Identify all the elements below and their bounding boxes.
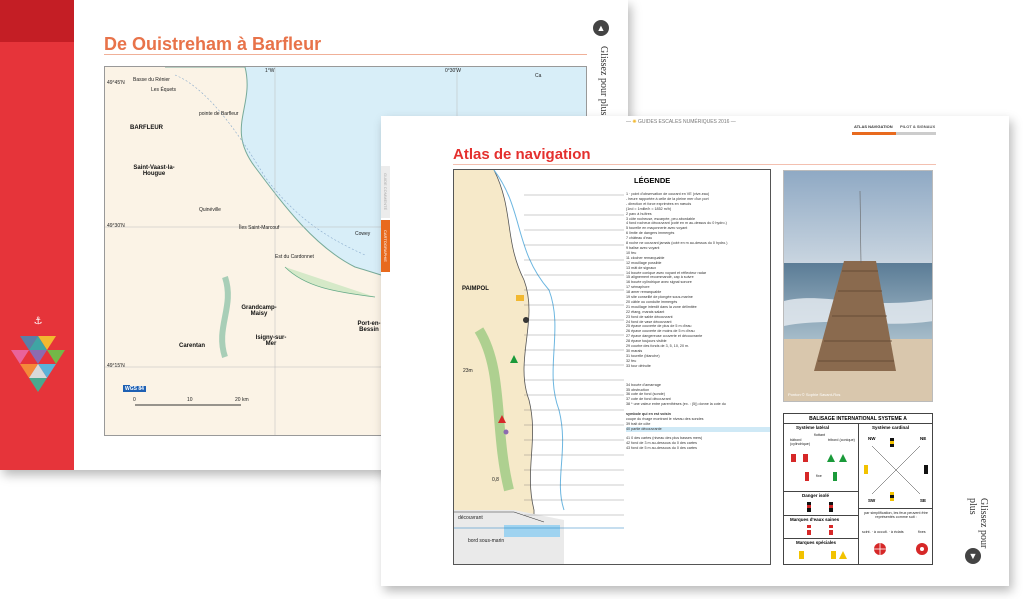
parallel-label: 49°15'N bbox=[107, 363, 125, 369]
lights-types: scint. · à occult. · à éclats bbox=[862, 530, 904, 534]
page-title: Atlas de navigation bbox=[453, 146, 591, 163]
legend-item: 33 tour détruite bbox=[626, 363, 651, 368]
legend-panel bbox=[453, 169, 771, 565]
legend-title: LÉGENDE bbox=[634, 176, 671, 185]
map-label-paimpol: PAIMPOL bbox=[462, 286, 489, 292]
place-label: Quinéville bbox=[199, 207, 221, 213]
safe-water-buoys bbox=[785, 523, 857, 537]
legend-item: 9 balise avec voyant bbox=[626, 245, 660, 250]
meridian-label: 1°W bbox=[265, 68, 275, 74]
legend-item: 6 limite de dangers immergés bbox=[626, 231, 675, 236]
legend-item: 11 clocher remarquable bbox=[626, 255, 665, 260]
legend-item: 36 cote de fond (sonde) bbox=[626, 392, 665, 397]
legend-item: 3 côte rocheuse, escarpée, peu abordable bbox=[626, 216, 696, 221]
legend-list bbox=[626, 192, 771, 451]
babord-label: bâbord (cylindrique) bbox=[790, 438, 811, 446]
place-label: Îles Saint-Marcouf bbox=[239, 225, 280, 231]
speciales-heading: Marques spéciales bbox=[796, 540, 837, 545]
theme-icons-triangles bbox=[0, 310, 74, 420]
eaux-saines-heading: Marques d'eaux saines bbox=[790, 517, 840, 522]
place-label: Cowey bbox=[355, 231, 371, 237]
legend-item: 28 épave toujours visible bbox=[626, 339, 667, 344]
tab-atlas-navigation[interactable]: ATLAS NAVIGATION bbox=[854, 124, 893, 129]
danger-heading: Danger isolé bbox=[802, 493, 830, 498]
legend-item: 23 fond de sable découvrant bbox=[626, 314, 673, 319]
legend-item: 22 étang, marais salant bbox=[626, 309, 665, 314]
scale-tick: 0 bbox=[133, 397, 136, 403]
scale-tick: 20 km bbox=[235, 397, 249, 403]
legend-item: 27 épave dangereuse couverte et découvrante bbox=[626, 334, 703, 339]
legend-item: 41 0 des cartes (niveau des plus basses mers) bbox=[626, 435, 703, 440]
lateral-heading: Système latéral bbox=[796, 425, 830, 430]
legend-item: 21 mouillage interdit dans la zone délimitée bbox=[626, 304, 697, 309]
active-tab-underline bbox=[852, 132, 896, 135]
title-divider bbox=[104, 54, 587, 55]
place-label: Basse du Rénier bbox=[133, 77, 170, 83]
balisage-divider bbox=[784, 491, 858, 492]
scale-tick: 10 bbox=[187, 397, 193, 403]
lateral-buoys bbox=[785, 448, 857, 488]
legend-item: 10 feu bbox=[626, 250, 637, 255]
legend-item: 7 château d'eau bbox=[626, 236, 653, 241]
map-label-sounding: 0,8 bbox=[492, 477, 499, 483]
cardinal-sw: SW bbox=[868, 498, 876, 503]
parallel-label: 49°45'N bbox=[107, 80, 125, 86]
legend-item: 2 parc à huîtres bbox=[626, 211, 652, 216]
balisage-title: BALISAGE INTERNATIONAL SYSTEME A bbox=[809, 416, 907, 422]
legend-item: 13 mât de signaux bbox=[626, 265, 657, 270]
tab-guide-commente[interactable]: GUIDE COMMENTÉ bbox=[381, 166, 390, 218]
place-label: Ca bbox=[535, 73, 542, 79]
legend-item: 31 tourelle (blanche) bbox=[626, 353, 660, 358]
special-marks bbox=[785, 548, 857, 562]
sun-icon: ✺ bbox=[632, 119, 637, 125]
scroll-down-button[interactable]: ▼ bbox=[965, 548, 981, 564]
pontoon-photo bbox=[783, 170, 933, 402]
map-label-decouvrant: découvrant bbox=[458, 515, 483, 521]
red-sidebar bbox=[0, 0, 74, 470]
legend-item: 26 épave couverte de moins de 5 m d'eau bbox=[626, 329, 695, 334]
swipe-hint: Glissez pour plus bbox=[598, 46, 609, 116]
legend-item: 29 courbe des fonds de 3, 5, 10, 20 m. bbox=[626, 344, 690, 349]
tab-pilot-signaux[interactable]: PILOT & SIGNAUX bbox=[900, 124, 936, 129]
title-divider bbox=[453, 164, 936, 165]
legend-item: - direction et force exprimées en nœuds bbox=[626, 201, 692, 206]
legend-item: 25 épave couverte de plus de 5 m d'eau bbox=[626, 324, 692, 329]
map-label-depth: 23m bbox=[463, 368, 473, 374]
place-label: Les Équets bbox=[151, 87, 177, 93]
page-atlas-navigation bbox=[381, 116, 1009, 586]
legend-item: (1nd = 1mille/h = 1852 m/h) bbox=[626, 206, 672, 211]
tab-cartographie[interactable]: CARTOGRAPHIE bbox=[381, 220, 390, 272]
flottant-label: flottant bbox=[814, 433, 826, 437]
legend-item: 32 feu bbox=[626, 358, 637, 363]
legend-item: coupe du rivage montrant le niveau des sondes bbox=[626, 417, 704, 422]
page-title: De Ouistreham à Barfleur bbox=[104, 34, 322, 54]
place-label-barfleur: BARFLEUR bbox=[130, 125, 163, 131]
place-label-st-vaast: Saint-Vaast-la-Hougue bbox=[133, 165, 175, 177]
lights-note: par simplification, les feux peuvent être représentés comme suit : bbox=[864, 511, 928, 519]
side-tabs bbox=[381, 166, 390, 274]
legend-item: 16 bouée cylindrique avec signal sonore bbox=[626, 280, 692, 285]
danger-buoys bbox=[785, 500, 857, 514]
legend-item: 4 fond rocheux découvrant (coté en m au-dessus du 0 hydro.) bbox=[626, 221, 727, 226]
legend-item: 43 fond de 5 m au-dessous du 0 des cartes bbox=[626, 445, 697, 450]
swipe-hint: Glissez pour plus bbox=[967, 498, 989, 549]
legend-item: 18 amer remarquable bbox=[626, 290, 662, 295]
balisage-divider bbox=[784, 538, 858, 539]
legend-item: 17 sémaphore bbox=[626, 285, 650, 290]
legend-item: 24 fond de vase découvrant bbox=[626, 319, 672, 324]
light-symbols bbox=[860, 537, 932, 561]
pontoon-photo-drawing bbox=[784, 171, 933, 402]
guide-header-text: GUIDES ESCALES NUMÉRIQUES 2016 bbox=[637, 119, 730, 125]
cardinal-ne: NE bbox=[920, 436, 927, 441]
tribord-label: tribord (conique) bbox=[828, 438, 855, 442]
sidebar-top-block bbox=[0, 0, 74, 42]
place-label: pointe de Barfleur bbox=[199, 111, 239, 117]
legend-item: 37 cote de fond découvrant bbox=[626, 397, 671, 402]
place-label: Est du Cardonnet bbox=[275, 254, 314, 260]
legend-item: 14 bouée conique avec voyant et réflecteur radar bbox=[626, 270, 707, 275]
legend-item: 30 marais bbox=[626, 349, 643, 353]
balisage-divider bbox=[784, 515, 858, 516]
legend-item: 35 obstruction bbox=[626, 387, 650, 392]
place-label-grandcamp: Grandcamp-Maisy bbox=[241, 305, 277, 317]
cardinal-heading: Système cardinal bbox=[872, 425, 910, 430]
map-label-bord-sous-marin: bord sous-marin bbox=[468, 538, 505, 544]
place-label-carentan: Carentan bbox=[179, 343, 206, 349]
cardinal-nw: NW bbox=[868, 436, 876, 441]
photo-caption: Ponton © Sophie Savant-Ros bbox=[788, 392, 841, 397]
lights-fixes: fixes bbox=[918, 530, 926, 534]
legend-leader-lines bbox=[524, 170, 624, 565]
legend-item: 12 mouillage possible bbox=[626, 260, 662, 265]
legend-item: 5 tourelle en maçonnerie avec voyant bbox=[626, 226, 688, 231]
legend-item: 38 * une valeur entre parenthèses (ex. : (5)) donne la cote du bbox=[626, 402, 726, 407]
legend-item: 1 · point d'observation de courant en VE (vive-eau) bbox=[626, 192, 710, 196]
place-label-isigny: Isigny-sur-Mer bbox=[255, 335, 287, 347]
guide-header: — ✺ GUIDES ESCALES NUMÉRIQUES 2016 — bbox=[626, 119, 736, 125]
legend-item: 15 alignement recommandé, cap à suivre bbox=[626, 275, 694, 280]
legend-item: 34 bouée d'amarrage bbox=[626, 382, 661, 387]
parallel-label: 49°30'N bbox=[107, 223, 125, 229]
balisage-column-divider bbox=[858, 423, 859, 564]
inactive-tab-underline bbox=[896, 132, 936, 135]
cardinal-diagram bbox=[860, 434, 932, 506]
legend-section-heading: symbole qui en est voisin bbox=[626, 412, 671, 417]
legend-item: 20 câble ou conduite immergés bbox=[626, 299, 678, 304]
legend-item: - heure rapportée à celle de la pleine mer d'un port bbox=[626, 196, 709, 201]
legend-item: 40 partie découvrante bbox=[626, 427, 771, 432]
meridian-label: 0°30'W bbox=[445, 68, 462, 74]
balisage-divider bbox=[858, 508, 932, 509]
balisage-panel bbox=[783, 413, 933, 565]
wgs-badge: WGS 84 bbox=[125, 386, 144, 392]
cardinal-se: SE bbox=[920, 498, 927, 503]
legend-item: 39 trait de côte bbox=[626, 421, 651, 426]
legend-item: 8 roche ne couvrant jamais (coté en m au-dessus du 0 hydro.) bbox=[626, 241, 728, 246]
fixe-label: fixe bbox=[816, 474, 822, 478]
svg-text:⚓: ⚓ bbox=[33, 316, 43, 327]
scroll-up-button[interactable]: ▲ bbox=[593, 20, 609, 36]
place-label-port-en-bessin: Port-en-Bessin bbox=[357, 321, 381, 333]
legend-item: 42 fond de 3 m au-dessous du 0 des cartes bbox=[626, 440, 697, 445]
legend-item: 19 site conseillé de plongée sous-marine bbox=[626, 295, 693, 300]
